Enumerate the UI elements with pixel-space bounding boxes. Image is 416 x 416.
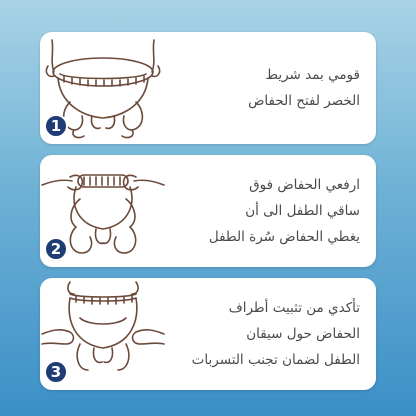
instruction-line: قومي بمد شريط — [265, 67, 360, 83]
instruction-line: الخصر لفتح الحفاض — [248, 93, 360, 109]
step-card-1 — [40, 32, 376, 144]
step-number-badge: 3 — [44, 360, 68, 384]
instruction-line: يغطي الحفاض سُرة الطفل — [208, 229, 360, 245]
instruction-line: الطفل لضمان تجنب التسربات — [191, 352, 360, 368]
step-instructions — [174, 278, 360, 390]
step-card-3 — [40, 278, 376, 390]
instruction-line: الحفاض حول سيقان — [246, 326, 360, 342]
instruction-line: ساقي الطفل الى أن — [245, 203, 360, 219]
step-number-badge: 2 — [44, 237, 68, 261]
step-number-badge: 1 — [44, 114, 68, 138]
step-instructions — [174, 32, 360, 144]
instruction-line: تأكدي من تثبيت أطراف — [228, 300, 360, 316]
step-card-2 — [40, 155, 376, 267]
instruction-line: ارفعي الحفاض فوق — [249, 177, 360, 193]
step-instructions — [174, 155, 360, 267]
